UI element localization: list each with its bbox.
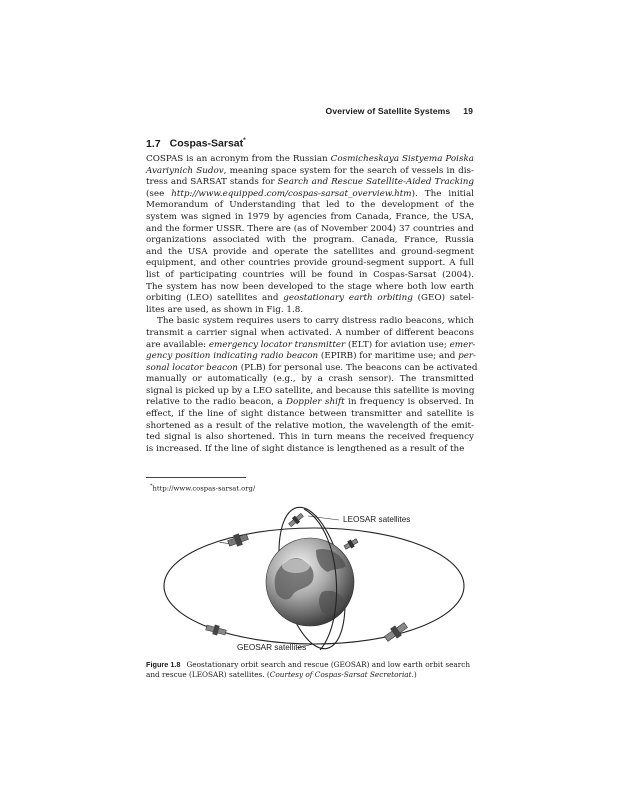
figure-number: Figure 1.8 [146,660,181,669]
body-line: ted signal is also shortened. This in turn means the received frequency [146,432,474,443]
body-line: sonal locator beacon (PLB) for personal use. The beacons can be activated [146,362,478,373]
caption-line: Figure 1.8 Geostationary orbit search and rescue (GEOSAR) and low earth orbit search [146,660,471,669]
body-line: organizations associated with the program. Canada, France, Russia [146,235,474,246]
footnote [150,483,255,492]
geosar-label: GEOSAR satellites [237,643,307,652]
body-line: tress and SARSAT stands for Search and Rescue Satellite-Aided Tracking [146,177,474,188]
geo-satellite-lower-left [205,623,227,638]
body-line: is increased. If the line of sight distance is lengthened as a result of the [146,443,465,454]
body-line: system was signed in 1979 by agencies from Canada, France, the USA, [146,211,474,222]
footnote-mark: * [150,483,153,489]
body-line: orbiting (LEO) satellites and geostationary earth orbiting (GEO) satel- [146,293,474,304]
body-line: gency position indicating radio beacon (EPIRB) for maritime use; and per- [146,351,477,362]
body-line: and the former USSR. There are (as of November 2004) 37 countries and [146,223,474,234]
body-line: lites are used, as shown in Fig. 1.8. [146,304,304,315]
satellite-orbit-illustration [146,500,476,660]
body-line: equipment, and other countries provide ground-segment support. A full [146,258,474,269]
body-line: relative to the radio beacon, a Doppler shift in frequency is observed. In [146,397,474,408]
page-number: 19 [463,106,473,116]
caption-line: and rescue (LEOSAR) satellites. (Courtesy of Cospas-Sarsat Secretoriat.) [146,670,417,680]
body-line: effect, if the line of sight distance between transmitter and satellite is [146,409,474,420]
running-head [0,106,473,116]
footnote-rule [146,477,246,478]
body-line: manually or automatically (e.g., by a crash sensor). The transmitted [146,374,474,385]
running-head-title: Overview of Satellite Systems [325,106,451,116]
body-line: The system has now been developed to the stage where both low earth [146,281,474,292]
footnote-marker: * [243,137,246,144]
body-line: and the USA provide and operate the satellites and ground-segment [146,246,474,257]
geo-satellite-left [219,531,249,552]
leosar-leader-line [308,516,339,520]
leosar-label: LEOSAR satellites [343,515,411,524]
earth-globe [266,538,354,626]
body-line: COSPAS is an acronym from the Russian Cosmicheskaya Sistyema Poiska [146,154,474,164]
body-line: (see http://www.equipped.com/cospas-sarsat_overview.htm). The initial [146,188,474,199]
figure-caption [146,660,476,680]
body-line: signal is picked up by a LEO satellite, and because this satellite is moving [146,385,475,396]
body-line: Memorandum of Understanding that led to the development of the [146,200,474,211]
body-text [146,154,478,455]
figure-1-8 [146,500,476,660]
footnote-url: http://www.cospas-sarsat.org/ [152,484,256,493]
body-line: The basic system requires users to carry distress radio beacons, which [157,316,474,327]
section-title: Cospas-Sarsat [169,137,244,150]
body-line: are available: emergency locator transmitter (ELT) for aviation use; emer- [146,339,476,350]
section-heading [146,137,246,150]
body-line: transmit a carrier signal when activated. A number of different beacons [146,327,474,338]
body-line: list of participating countries will be found in Cospas-Sarsat (2004). [146,269,474,280]
leo-satellite-top [287,512,304,528]
section-number: 1.7 [146,137,161,150]
leo-satellite-right [343,537,359,551]
body-line: Avariynich Sudov, meaning space system for the search of vessels in dis- [146,165,474,176]
body-line: shortened as a result of the relative motion, the wavelength of the emit- [146,420,474,431]
